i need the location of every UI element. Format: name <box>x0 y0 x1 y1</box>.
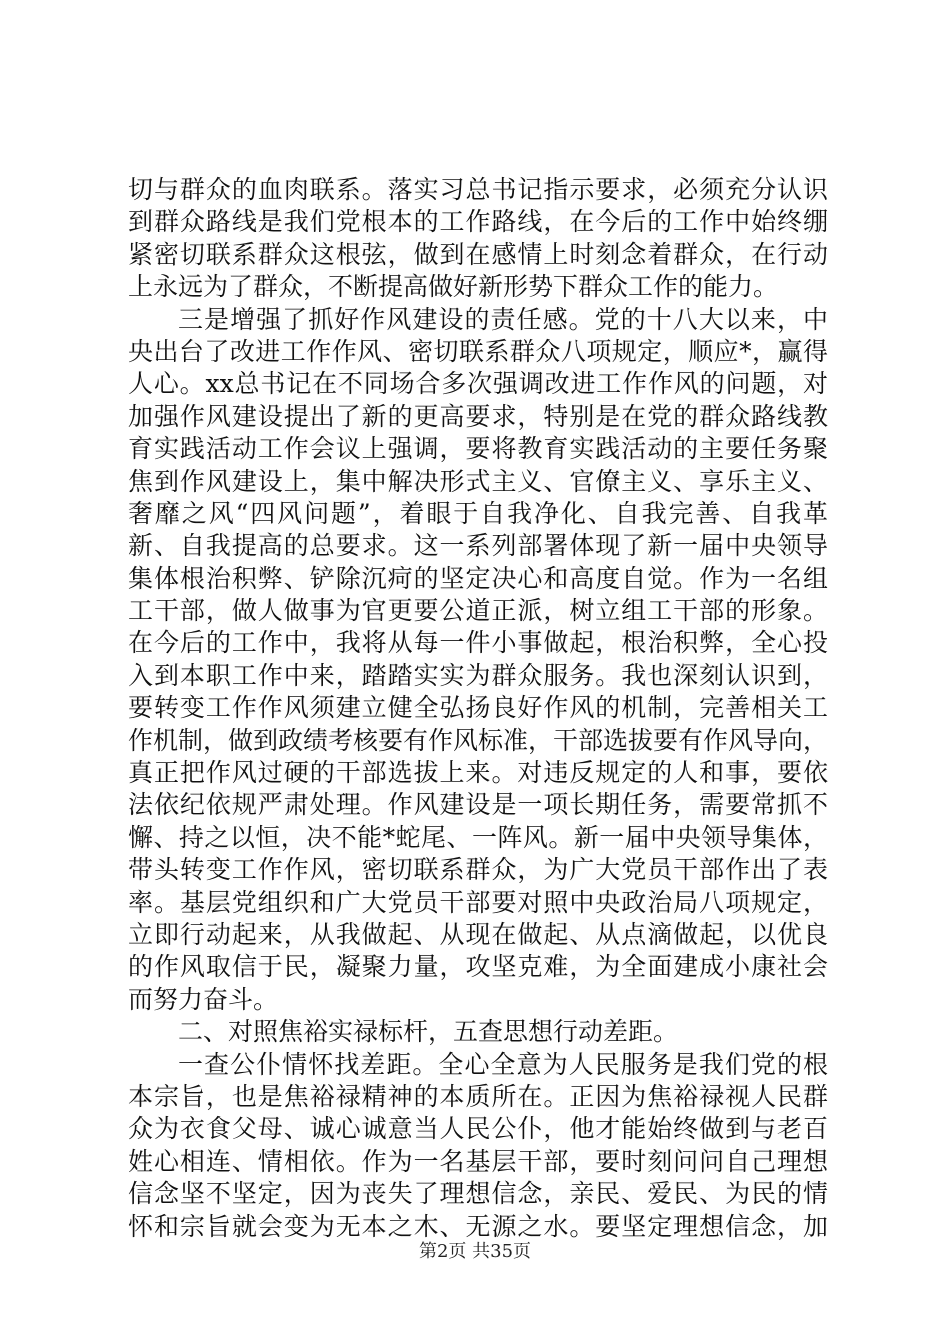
text-line: 央出台了改进工作作风、密切联系群众八项规定，顺应*，赢得 <box>128 336 828 366</box>
text-line: 人心。xx总书记在不同场合多次强调改进工作作风的问题，对 <box>128 369 828 399</box>
text-line: 率。基层党组织和广大党员干部要对照中央政治局八项规定， <box>128 887 828 917</box>
text-line: 一查公仆情怀找差距。全心全意为人民服务是我们党的根 <box>178 1049 828 1079</box>
text-line: 真正把作风过硬的干部选拔上来。对违反规定的人和事，要依 <box>128 758 828 788</box>
text-line: 立即行动起来，从我做起、从现在做起、从点滴做起，以优良 <box>128 919 828 949</box>
text-line: 在今后的工作中，我将从每一件小事做起，根治积弊，全心投 <box>128 628 828 658</box>
text-line: 姓心相连、情相依。作为一名基层干部，要时刻问问自己理想 <box>128 1146 828 1176</box>
text-line: 要转变工作作风须建立健全弘扬良好作风的机制，完善相关工 <box>128 693 828 723</box>
text-line: 本宗旨，也是焦裕禄精神的本质所在。正因为焦裕禄视人民群 <box>128 1081 828 1111</box>
text-line: 懈、持之以恒，决不能*蛇尾、一阵风。新一届中央领导集体， <box>128 822 828 852</box>
text-line: 法依纪依规严肃处理。作风建设是一项长期任务，需要常抓不 <box>128 790 828 820</box>
text-line: 奢靡之风“四风问题”，着眼于自我净化、自我完善、自我革 <box>128 498 828 528</box>
text-line: 育实践活动工作会议上强调，要将教育实践活动的主要任务聚 <box>128 434 828 464</box>
text-line: 切与群众的血肉联系。落实习总书记指示要求，必须充分认识 <box>128 175 828 204</box>
text-line: 集体根治积弊、铲除沉疴的坚定决心和高度自觉。作为一名组 <box>128 563 828 593</box>
text-line: 信念坚不坚定，因为丧失了理想信念，亲民、爱民、为民的情 <box>128 1179 828 1209</box>
text-line: 三是增强了抓好作风建设的责任感。党的十八大以来，中 <box>178 304 828 334</box>
text-line: 而努力奋斗。 <box>128 984 279 1014</box>
page-number-footer: 第2页 共35页 <box>418 1241 532 1262</box>
text-line: 新、自我提高的总要求。这一系列部署体现了新一届中央领导 <box>128 531 828 561</box>
text-line: 紧密切联系群众这根弦，做到在感情上时刻念着群众，在行动 <box>128 239 828 269</box>
text-line: 的作风取信于民，凝聚力量，攻坚克难，为全面建成小康社会 <box>128 952 828 982</box>
text-line: 带头转变工作作风，密切联系群众，为广大党员干部作出了表 <box>128 855 828 885</box>
text-line: 到群众路线是我们党根本的工作路线，在今后的工作中始终绷 <box>128 207 828 237</box>
body-text <box>128 174 828 1243</box>
text-line: 众为衣食父母、诚心诚意当人民公仆，他才能始终做到与老百 <box>128 1114 828 1144</box>
section-heading: 二、对照焦裕实禄标杆，五查思想行动差距。 <box>178 1017 679 1047</box>
text-line: 入到本职工作中来，踏踏实实为群众服务。我也深刻认识到， <box>128 660 828 690</box>
text-line: 工干部，做人做事为官更要公道正派，树立组工干部的形象。 <box>128 596 828 626</box>
text-line: 作机制，做到政绩考核要有作风标准，干部选拔要有作风导向， <box>128 725 829 755</box>
text-line: 上永远为了群众，不断提高做好新形势下群众工作的能力。 <box>128 272 779 302</box>
text-line: 加强作风建设提出了新的更高要求，特别是在党的群众路线教 <box>128 401 828 431</box>
text-line: 怀和宗旨就会变为无本之木、无源之水。要坚定理想信念，加 <box>128 1211 828 1241</box>
text-line: 焦到作风建设上，集中解决形式主义、官僚主义、享乐主义、 <box>128 466 828 496</box>
